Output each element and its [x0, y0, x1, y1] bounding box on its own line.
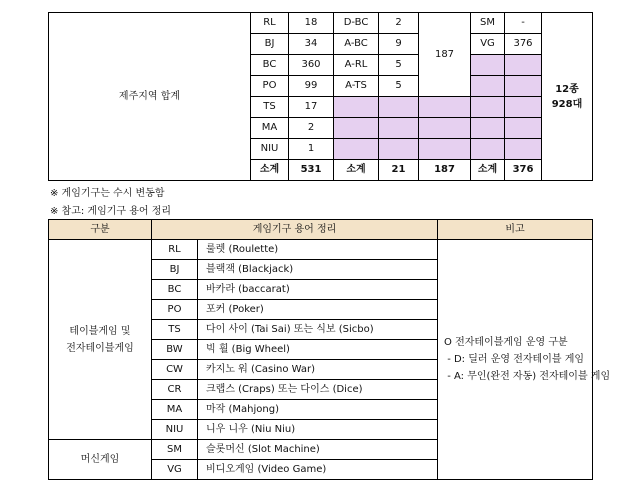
- cell: 99: [289, 76, 334, 97]
- header-category: 구분: [49, 220, 152, 240]
- total-cell: 12종 928대: [542, 13, 593, 181]
- note-variable: ※ 게임기구는 수시 변동함: [50, 188, 165, 199]
- remarks-line: - A: 무인(완전 자동) 전자테이블 게임: [444, 371, 611, 382]
- desc-cell: 카지노 워 (Casino War): [198, 360, 438, 380]
- empty-cell: [379, 97, 419, 118]
- cell: 18: [289, 13, 334, 34]
- empty-cell: [379, 118, 419, 139]
- desc-cell: 블랙잭 (Blackjack): [198, 260, 438, 280]
- empty-cell: [505, 118, 542, 139]
- code-cell: VG: [152, 460, 198, 480]
- empty-cell: [505, 97, 542, 118]
- cell: NIU: [251, 139, 289, 160]
- empty-cell: [505, 139, 542, 160]
- subtotal-cell: 21: [379, 160, 419, 181]
- empty-cell: [419, 139, 471, 160]
- empty-cell: [419, 97, 471, 118]
- cell: 17: [289, 97, 334, 118]
- cell: MA: [251, 118, 289, 139]
- cell: A-TS: [334, 76, 379, 97]
- empty-cell: [505, 76, 542, 97]
- subtotal-cell: 531: [289, 160, 334, 181]
- group-table-games: 테이블게임 및 전자테이블게임: [49, 240, 152, 440]
- code-cell: RL: [152, 240, 198, 260]
- cell: TS: [251, 97, 289, 118]
- empty-cell: [419, 118, 471, 139]
- cell: VG: [471, 34, 505, 55]
- code-cell: MA: [152, 400, 198, 420]
- remarks-line: O 전자테이블게임 운영 구분: [444, 337, 568, 348]
- cell: PO: [251, 76, 289, 97]
- empty-cell: [334, 97, 379, 118]
- cell: D-BC: [334, 13, 379, 34]
- empty-cell: [471, 55, 505, 76]
- cell: 2: [379, 13, 419, 34]
- header-terms: 게임기구 용어 정리: [152, 220, 438, 240]
- code-cell: BC: [152, 280, 198, 300]
- desc-cell: 다이 사이 (Tai Sai) 또는 식보 (Sicbo): [198, 320, 438, 340]
- cell: 1: [289, 139, 334, 160]
- code-cell: PO: [152, 300, 198, 320]
- code-cell: NIU: [152, 420, 198, 440]
- desc-cell: 바카라 (baccarat): [198, 280, 438, 300]
- note-glossary: ※ 참고: 게임기구 용어 정리: [50, 206, 172, 217]
- region-label: 제주지역 합계: [49, 13, 251, 181]
- empty-cell: [471, 118, 505, 139]
- cell: 360: [289, 55, 334, 76]
- empty-cell: [334, 139, 379, 160]
- code-cell: TS: [152, 320, 198, 340]
- summary-table: [48, 12, 593, 181]
- empty-cell: [334, 118, 379, 139]
- code-cell: CW: [152, 360, 198, 380]
- code-cell: BW: [152, 340, 198, 360]
- desc-cell: 포커 (Poker): [198, 300, 438, 320]
- cell: 2: [289, 118, 334, 139]
- code-cell: CR: [152, 380, 198, 400]
- cell: BJ: [251, 34, 289, 55]
- cell: SM: [471, 13, 505, 34]
- cell: RL: [251, 13, 289, 34]
- desc-cell: 슬롯머신 (Slot Machine): [198, 440, 438, 460]
- empty-cell: [471, 139, 505, 160]
- table-row: [49, 240, 593, 260]
- cell: A-BC: [334, 34, 379, 55]
- subtotal-cell: 소계: [334, 160, 379, 181]
- cell: 9: [379, 34, 419, 55]
- subtotal-cell: 소계: [251, 160, 289, 181]
- subtotal-cell: 187: [419, 160, 471, 181]
- remarks-cell: [438, 240, 611, 480]
- subtotal-cell: 소계: [471, 160, 505, 181]
- cell: 376: [505, 34, 542, 55]
- empty-cell: [471, 76, 505, 97]
- empty-cell: [505, 55, 542, 76]
- cell: 34: [289, 34, 334, 55]
- merged-187-cell: 187: [419, 13, 471, 97]
- empty-cell: [471, 97, 505, 118]
- header-remarks: 비고: [438, 220, 593, 240]
- empty-cell: [379, 139, 419, 160]
- desc-cell: 빅 휠 (Big Wheel): [198, 340, 438, 360]
- glossary-table: [48, 219, 611, 480]
- subtotal-cell: 376: [505, 160, 542, 181]
- cell: 5: [379, 55, 419, 76]
- desc-cell: 니우 니우 (Niu Niu): [198, 420, 438, 440]
- desc-cell: 비디오게임 (Video Game): [198, 460, 438, 480]
- cell: 5: [379, 76, 419, 97]
- code-cell: SM: [152, 440, 198, 460]
- cell: -: [505, 13, 542, 34]
- summary-row: [49, 13, 593, 34]
- glossary-header-row: [49, 220, 593, 240]
- remarks-line: - D: 딜러 운영 전자테이블 게임: [444, 354, 585, 365]
- desc-cell: 마작 (Mahjong): [198, 400, 438, 420]
- cell: BC: [251, 55, 289, 76]
- cell: A-RL: [334, 55, 379, 76]
- group-machine-games: 머신게임: [49, 440, 152, 480]
- desc-cell: 룰렛 (Roulette): [198, 240, 438, 260]
- code-cell: BJ: [152, 260, 198, 280]
- desc-cell: 크랩스 (Craps) 또는 다이스 (Dice): [198, 380, 438, 400]
